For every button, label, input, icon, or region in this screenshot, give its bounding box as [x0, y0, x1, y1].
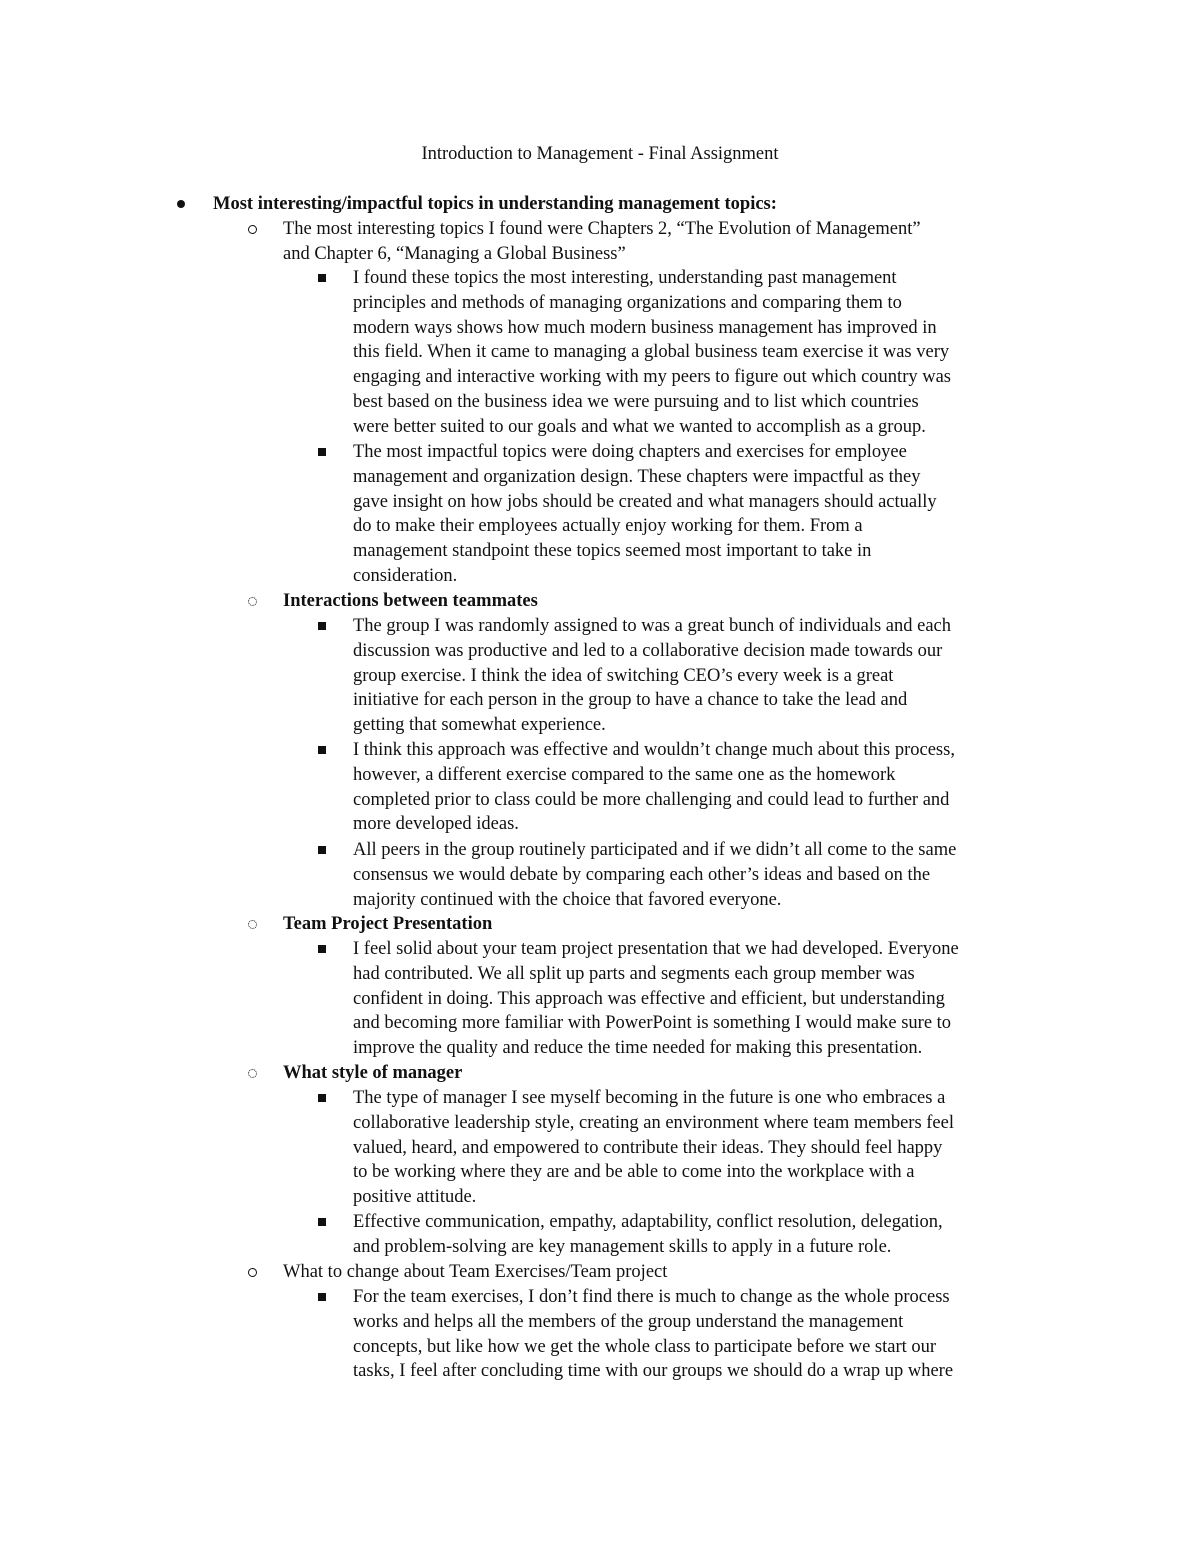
list-item [353, 440, 1083, 589]
dotted-circle-bullet-icon [248, 1069, 257, 1078]
square-bullet-icon [318, 448, 326, 456]
list-item [283, 217, 1083, 267]
square-bullet-icon [318, 274, 326, 282]
list-item [353, 614, 1083, 738]
list-item-text: What to change about Team Exercises/Team project [283, 1262, 668, 1282]
list-item-text: The most impactful topics were doing chapters and exercises for employee management and organization design. These chapters were impactful as they gave insight on how jobs should be created and what managers should actually do to make their employees actually enjoy working for them. From a management standpoint these topics seemed most important to take in consideration. [353, 442, 937, 586]
dotted-circle-bullet-icon [248, 920, 257, 929]
list-item-text: I feel solid about your team project presentation that we had developed. Everyone had contributed. We all split up parts and segments each group member was confident in doing. This approach was effective and efficient, but understanding and becoming more familiar with PowerPoint is something I would make sure to improve the quality and reduce the time needed for making this presentation. [353, 939, 959, 1059]
list-item [353, 738, 1083, 837]
dotted-circle-bullet-icon [248, 597, 257, 606]
list-item [353, 838, 1083, 912]
circle-bullet-icon [248, 1268, 257, 1277]
square-bullet-icon [318, 1218, 326, 1226]
list-item-text: The type of manager I see myself becoming in the future is one who embraces a collaborative leadership style, creating an environment where team members feel valued, heard, and empowered to contribute their ideas. They should feel happy to be working where they are and be able to come into the workplace with a positive attitude. [353, 1088, 954, 1208]
list-item-text: The most interesting topics I found were Chapters 2, “The Evolution of Management” and Chapter 6, “Managing a Global Business” [283, 219, 921, 264]
list-item-text: Effective communication, empathy, adaptability, conflict resolution, delegation, and problem-solving are key management skills to apply in a future role. [353, 1212, 943, 1257]
square-bullet-icon [318, 846, 326, 854]
square-bullet-icon [318, 1293, 326, 1301]
list-item-text: I think this approach was effective and wouldn’t change much about this process, however, a different exercise compared to the same one as the homework completed prior to class could be more challenging and could lead to further and more developed ideas. [353, 740, 955, 835]
list-item-text: All peers in the group routinely participated and if we didn’t all come to the same consensus we would debate by comparing each other’s ideas and based on the majority continued with the choice that favored everyone. [353, 840, 957, 910]
subsection-heading-text: Team Project Presentation [283, 914, 493, 934]
square-bullet-icon [318, 1094, 326, 1102]
section-heading-text: Most interesting/impactful topics in understanding management topics: [213, 194, 777, 214]
list-item-text: The group I was randomly assigned to was a great bunch of individuals and each discussion was productive and led to a collaborative decision made towards our group exercise. I think the idea of switching CEO’s every week is a great initiative for each person in the group to have a chance to take the lead and getting that somewhat experience. [353, 616, 951, 736]
list-item [353, 1086, 1083, 1210]
square-bullet-icon [318, 622, 326, 630]
list-item [353, 937, 1083, 1061]
circle-bullet-icon [248, 225, 257, 234]
subsection-heading [283, 912, 1083, 937]
square-bullet-icon [318, 746, 326, 754]
list-item [353, 1210, 1083, 1260]
subsection-heading-text: What style of manager [283, 1063, 463, 1083]
section-heading [213, 192, 1113, 217]
list-item-text: I found these topics the most interesting, understanding past management principles and methods of managing organizations and comparing them to modern ways shows how much modern business management has improved in this field. When it came to managing a global business team exercise it was very engaging and interactive working with my peers to figure out which country was best based on the business idea we were pursuing and to list which countries were better suited to our goals and what we wanted to accomplish as a group. [353, 268, 952, 437]
document-title: Introduction to Management - Final Assignment [421, 144, 779, 164]
list-item [353, 1285, 1083, 1384]
square-bullet-icon [318, 945, 326, 953]
list-item-text: For the team exercises, I don’t find there is much to change as the whole process works and helps all the members of the group understand the management concepts, but like how we get the whole class to participate before we start our tasks, I feel after concluding time with our groups we should do a wrap up where [353, 1287, 954, 1382]
subsection-heading-text: Interactions between teammates [283, 591, 538, 611]
list-item [353, 266, 1083, 440]
disc-bullet-icon [177, 200, 185, 208]
list-item [283, 1260, 1083, 1285]
subsection-heading [283, 1061, 1083, 1086]
subsection-heading [283, 589, 1083, 614]
